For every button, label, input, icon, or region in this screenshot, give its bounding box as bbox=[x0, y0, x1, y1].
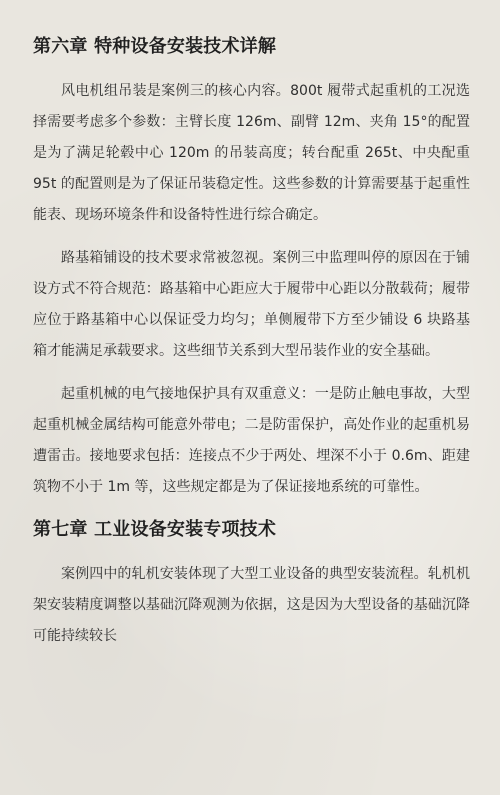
chapter-6-title: 第六章 特种设备安装技术详解 bbox=[33, 36, 277, 57]
chapter-6-paragraph-1: 风电机组吊装是案例三的核心内容。800t 履带式起重机的工况选择需要考虑多个参数：主臂长度 126m、副臂 12m、夹角 15°的配置是为了满足轮毂中心 120m 的吊装高度；转台配重 265t、中央配重 95t 的配置则是为了保证吊装稳定性。这些参数的计算需要基于起重性能表、现场环境条件和设备特性进行综合确定。 bbox=[33, 83, 470, 223]
chapter-6-paragraph-3: 起重机械的电气接地保护具有双重意义：一是防止触电事故，大型起重机械金属结构可能意外带电；二是防雷保护，高处作业的起重机易遭雷击。接地要求包括：连接点不少于两处、埋深不小于 0.6m、距建筑物不小于 1m 等，这些规定都是为了保证接地系统的可靠性。 bbox=[33, 386, 470, 495]
chapter-7-title: 第七章 工业设备安装专项技术 bbox=[33, 519, 277, 540]
chapter-7-paragraph-1: 案例四中的轧机安装体现了大型工业设备的典型安装流程。轧机机架安装精度调整以基础沉降观测为依据，这是因为大型设备的基础沉降可能持续较长 bbox=[33, 566, 470, 644]
chapter-6-paragraph-2: 路基箱铺设的技术要求常被忽视。案例三中监理叫停的原因在于铺设方式不符合规范：路基箱中心距应大于履带中心距以分散载荷；履带应位于路基箱中心以保证受力均匀；单侧履带下方至少铺设 6 块路基箱才能满足承载要求。这些细节关系到大型吊装作业的安全基础。 bbox=[33, 250, 470, 359]
